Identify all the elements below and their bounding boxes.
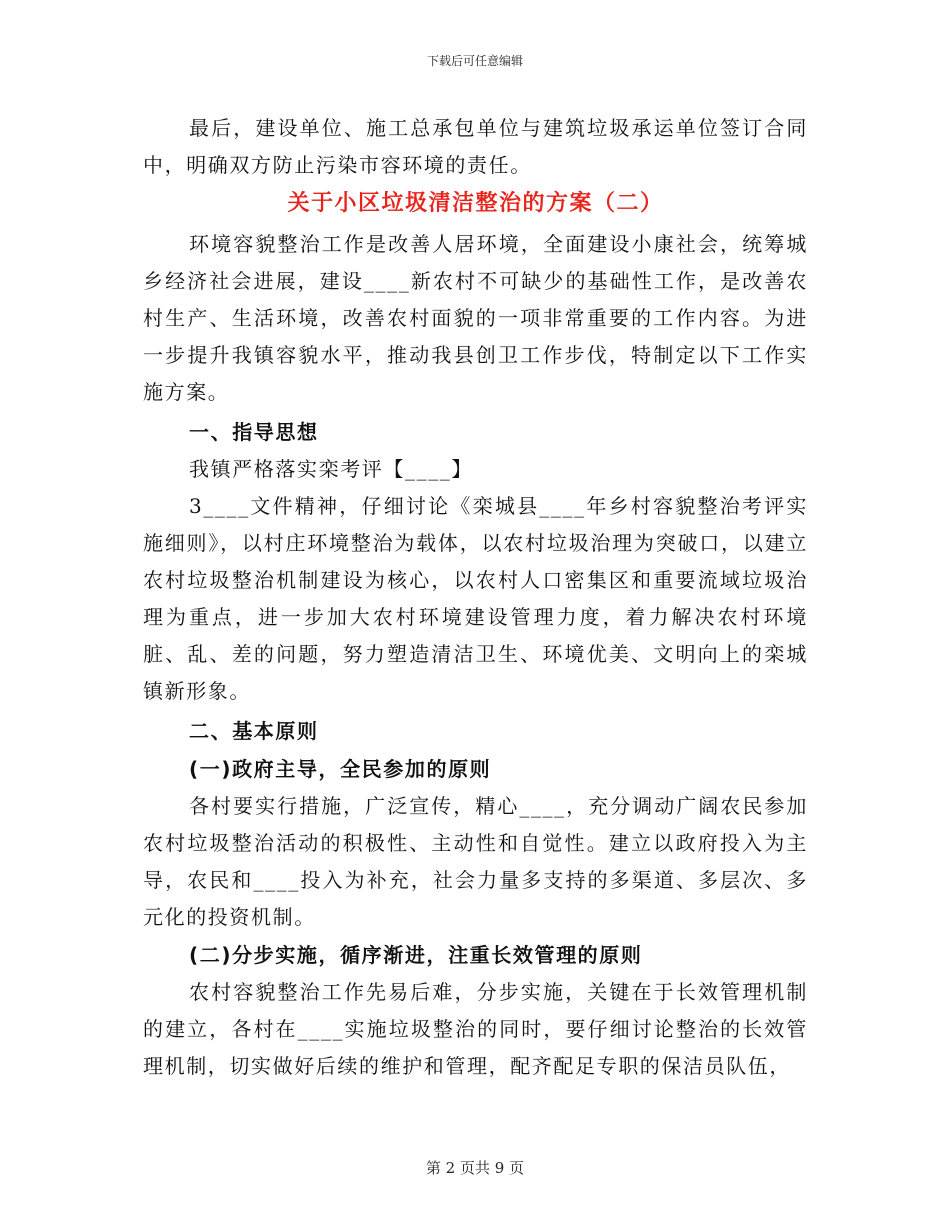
- paragraph-5: 农村容貌整治工作先易后难，分步实施，关键在于长效管理机制的建立，各村在____实施垃圾整治的同时，要仔细讨论整治的长效管理机制，切实做好后续的维护和管理，配齐配足专职的保洁员队伍，: [143, 980, 808, 1078]
- page-footer: 第 2 页共 9 页: [425, 1159, 525, 1177]
- paragraph-3: 3____文件精神，仔细讨论《栾城县____年乡村容貌整治考评实施细则》，以村庄环境整治为载体，以农村垃圾治理为突破口，以建立农村垃圾整治机制建设为核心，以农村人口密集区和重要流域垃圾治理为重点，进一步加大农村环境建设管理力度，着力解决农村环境脏、乱、差的问题，努力塑造清洁卫生、环境优美、文明向上的栾城镇新形象。: [143, 494, 808, 703]
- section-title: 关于小区垃圾清洁整治的方案（二）: [287, 191, 664, 216]
- paragraph-4: 各村要实行措施，广泛宣传，精心____，充分调动广阔农民参加农村垃圾整治活动的积极性、主动性和自觉性。建立以政府投入为主导，农民和____投入为补充，社会力量多支持的多渠道、多层次、多元化的投资机制。: [143, 794, 808, 929]
- heading-principle-2: (二)分步实施，循序渐进，注重长效管理的原则: [189, 943, 643, 967]
- paragraph-intro: 最后，建设单位、施工总承包单位与建筑垃圾承运单位签订合同中，明确双方防止污染市容环境的责任。: [143, 116, 808, 177]
- paragraph-2: 我镇严格落实栾考评【____】: [189, 457, 473, 481]
- paragraph-1: 环境容貌整治工作是改善人居环境，全面建设小康社会，统筹城乡经济社会进展，建设____新农村不可缺少的基础性工作，是改善农村生产、生活环境，改善农村面貌的一项非常重要的工作内容。为进一步提升我镇容貌水平，推动我县创卫工作步伐，特制定以下工作实施方案。: [143, 232, 808, 404]
- page-header: 下载后可任意编辑: [426, 54, 523, 68]
- document-body: [143, 110, 808, 1085]
- heading-guiding-thought: 一、指导思想: [189, 420, 319, 444]
- heading-principle-1: (一)政府主导，全民参加的原则: [189, 757, 492, 781]
- heading-basic-principles: 二、基本原则: [189, 719, 319, 743]
